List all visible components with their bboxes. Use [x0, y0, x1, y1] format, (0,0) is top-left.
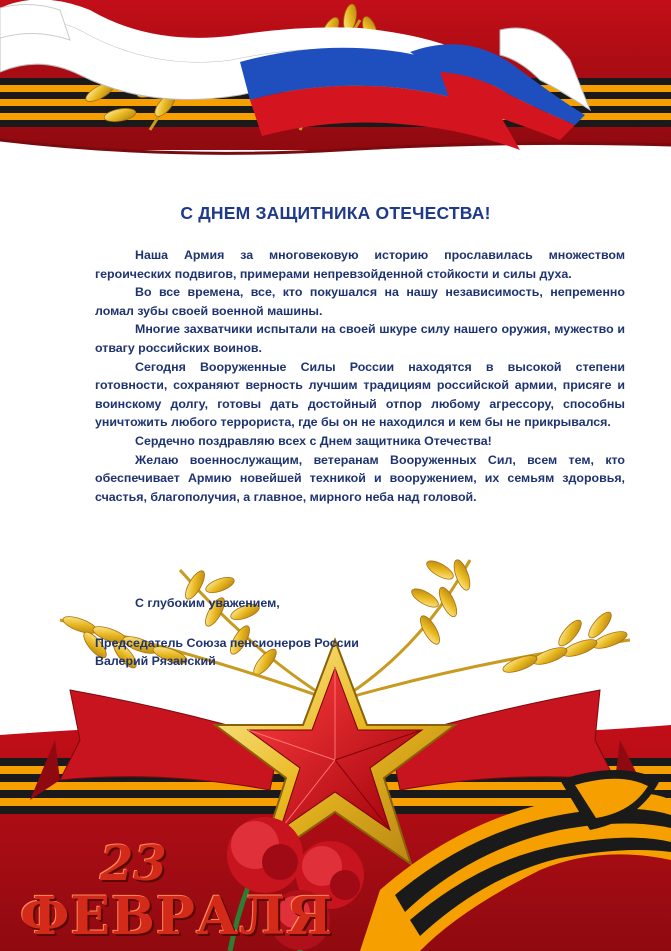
paragraph: Многие захватчики испытали на своей шкуре силу нашего оружия, мужество и отвагу российских воинов.	[95, 322, 625, 355]
date-day: 23	[100, 836, 167, 892]
paragraph: Сердечно поздравляю всех с Днем защитника Отечества!	[135, 433, 492, 448]
page-title: С ДНЕМ ЗАЩИТНИКА ОТЕЧЕСТВА!	[180, 203, 491, 223]
paragraph: Желаю военнослужащим, ветеранам Вооруженных Сил, всем тем, кто обеспечивает Армию новейшей техникой и вооружением, их семьям здоровья, счастья, благополучия, а главное, мирного неба над головой.	[95, 452, 625, 504]
paragraph: Сегодня Вооруженные Силы России находятся в высокой степени готовности, сохраняют верность лучшим традициям российской армии, присяге и воинскому долгу, готовы дать достойный отпор любому агрессору, способны уничтожить любого террориста, где бы он не находился и кем бы не прикрывался.	[95, 359, 625, 430]
letter-body	[95, 246, 625, 506]
date-month: ФЕВРАЛЯ	[20, 886, 334, 947]
signature-block	[95, 634, 359, 670]
paragraph: Наша Армия за многовековую историю прославилась множеством героических подвигов, примерами непревзойденной стойкости и силы духа.	[95, 248, 625, 281]
paragraph: Во все времена, все, кто покушался на нашу независимость, непременно ломал зубы своей военной машины.	[95, 285, 625, 318]
signature-name: Валерий Рязанский	[95, 654, 216, 668]
closing-line: С глубоким уважением,	[135, 596, 280, 610]
signature-title: Председатель Союза пенсионеров России	[95, 636, 359, 650]
